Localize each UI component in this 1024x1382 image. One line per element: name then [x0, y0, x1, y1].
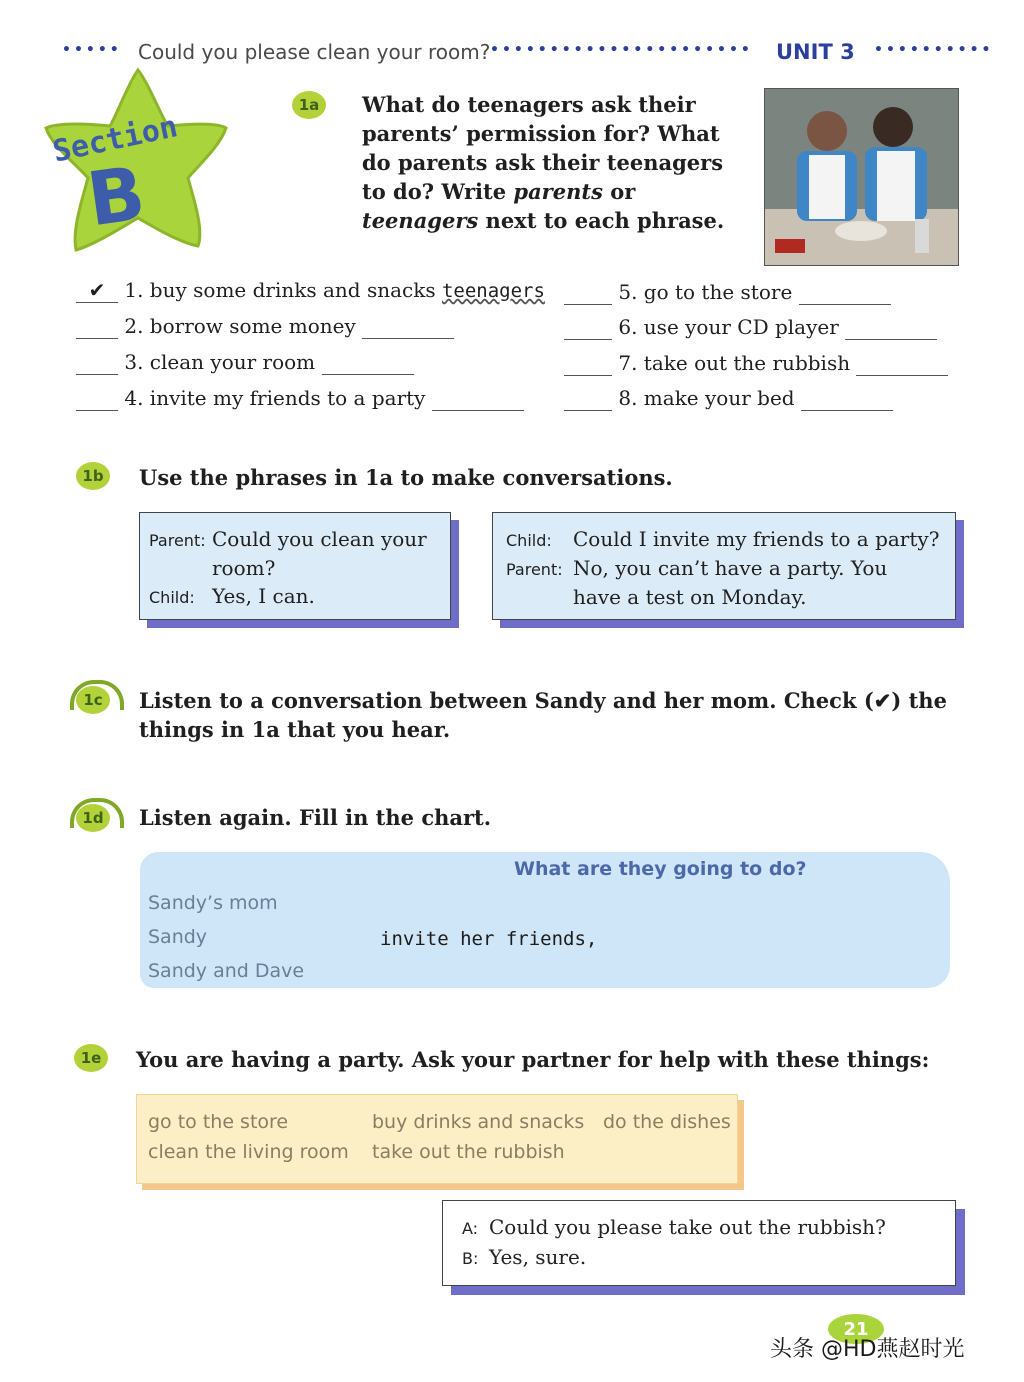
section-label: Section	[49, 109, 181, 170]
conversation-box-2	[492, 512, 956, 620]
phrase-item-3	[76, 350, 414, 375]
phrase-item-1	[76, 278, 545, 303]
header-dots-right: ••••••••••	[874, 42, 994, 58]
phrase-text-3: 3. clean your room	[124, 350, 316, 374]
line-parent-2a: No, you can’t have a party. You	[573, 556, 888, 580]
phrase-text-1: 1. buy some drinks and snacks	[124, 278, 436, 302]
chart-header: What are they going to do?	[514, 858, 807, 880]
watermark-text: 头条 @HD燕赵时光	[770, 1337, 965, 1362]
thing-buy-drinks: buy drinks and snacks	[372, 1111, 585, 1133]
line-parent-2: room?	[212, 556, 276, 580]
answer-blank-1[interactable]	[76, 278, 118, 303]
instruction-1b: Use the phrases in 1a to make conversations.	[139, 465, 673, 490]
unit-label: UNIT 3	[776, 40, 855, 64]
thing-do-dishes: do the dishes	[603, 1111, 731, 1133]
instruction-1a-parents: parents	[513, 179, 603, 204]
speaker-b: B:	[462, 1249, 479, 1268]
answer-blank-7[interactable]	[564, 351, 612, 376]
phrase-text-7: 7. take out the rubbish	[618, 351, 851, 375]
check-mark-icon: ✔	[88, 278, 106, 302]
example-answer: teenagers	[441, 280, 545, 302]
instruction-1a-part1: What do teenagers ask their parents’ permission for? What do parents ask their teenagers to do? Write	[362, 92, 724, 204]
phrase-text-2: 2. borrow some money	[124, 314, 356, 338]
instruction-1e: You are having a party. Ask your partner for help with these things:	[136, 1047, 930, 1072]
header-title: Could you please clean your room?	[138, 40, 491, 64]
phrase-text-6: 6. use your CD player	[618, 315, 839, 339]
answer-line-8[interactable]	[801, 386, 893, 411]
answer-line-5[interactable]	[799, 280, 891, 305]
line-a: Could you please take out the rubbish?	[489, 1215, 886, 1239]
speaker-a: A:	[462, 1219, 479, 1238]
line-child: Yes, I can.	[212, 584, 315, 608]
answer-blank-4[interactable]	[76, 386, 118, 411]
phrase-item-4	[76, 386, 524, 411]
instruction-1c-line1: Listen to a conversation between Sandy and her mom. Check (✔) the	[139, 688, 947, 713]
instruction-1a	[362, 90, 748, 235]
chart-answer-sandy[interactable]: invite her friends,	[380, 928, 598, 950]
answer-line-7[interactable]	[856, 351, 948, 376]
instruction-1d: Listen again. Fill in the chart.	[139, 805, 492, 830]
dialog-box	[442, 1200, 956, 1286]
phrase-item-8	[564, 386, 893, 411]
badge-1b: 1b	[76, 462, 110, 490]
answer-blank-2[interactable]	[76, 314, 118, 339]
conversation-box-1	[139, 512, 451, 620]
answer-line-3[interactable]	[322, 350, 414, 375]
phrase-item-5	[564, 280, 891, 305]
photo-illustration	[765, 89, 958, 265]
thing-take-out-rubbish: take out the rubbish	[372, 1141, 565, 1163]
instruction-1c	[139, 686, 947, 744]
line-child-2: Could I invite my friends to a party?	[573, 527, 940, 551]
fill-in-chart	[140, 852, 950, 988]
badge-1d-headphones-icon: 1d	[76, 804, 110, 832]
phrase-text-8: 8. make your bed	[618, 386, 795, 410]
answer-line-6[interactable]	[845, 315, 937, 340]
badge-1a: 1a	[292, 91, 326, 119]
speaker-parent-2: Parent:	[506, 560, 563, 579]
speaker-child: Child:	[149, 588, 195, 607]
phrase-text-4: 4. invite my friends to a party	[124, 386, 426, 410]
answer-blank-8[interactable]	[564, 386, 612, 411]
thing-go-to-store: go to the store	[148, 1111, 289, 1133]
header-dots-middle: ••••••••••••••••••••••	[490, 42, 753, 58]
section-b-star	[38, 66, 238, 266]
phrase-item-6	[564, 315, 937, 340]
instruction-1a-part5: next to each phrase.	[478, 208, 725, 233]
line-b: Yes, sure.	[489, 1245, 587, 1269]
answer-blank-5[interactable]	[564, 280, 612, 305]
badge-1e: 1e	[74, 1044, 108, 1072]
phrase-item-7	[564, 351, 948, 376]
section-letter: B	[82, 150, 151, 244]
answer-line-4[interactable]	[432, 386, 524, 411]
instruction-1a-part3: or	[602, 179, 636, 204]
thing-clean-living-room: clean the living room	[148, 1141, 349, 1163]
chart-row-sandy-and-dave: Sandy and Dave	[148, 960, 305, 982]
phrase-item-2	[76, 314, 454, 339]
instruction-1c-line2: things in 1a that you hear.	[139, 717, 451, 742]
speaker-child-2: Child:	[506, 531, 552, 550]
answer-blank-3[interactable]	[76, 350, 118, 375]
kitchen-photo	[764, 88, 959, 266]
badge-1c-headphones-icon: 1c	[76, 686, 110, 714]
answer-blank-6[interactable]	[564, 315, 612, 340]
header-dots-left: •••••	[62, 42, 122, 58]
chart-row-sandy: Sandy	[148, 926, 208, 948]
phrase-text-5: 5. go to the store	[618, 280, 793, 304]
answer-line-2[interactable]	[362, 314, 454, 339]
line-parent-2b: have a test on Monday.	[573, 585, 807, 609]
speaker-parent: Parent:	[149, 531, 206, 550]
chart-row-sandys-mom: Sandy’s mom	[148, 892, 278, 914]
things-box	[136, 1094, 738, 1184]
page-number: 21	[828, 1314, 884, 1344]
line-parent-1: Could you clean your	[212, 527, 427, 551]
instruction-1a-teenagers: teenagers	[362, 208, 479, 233]
